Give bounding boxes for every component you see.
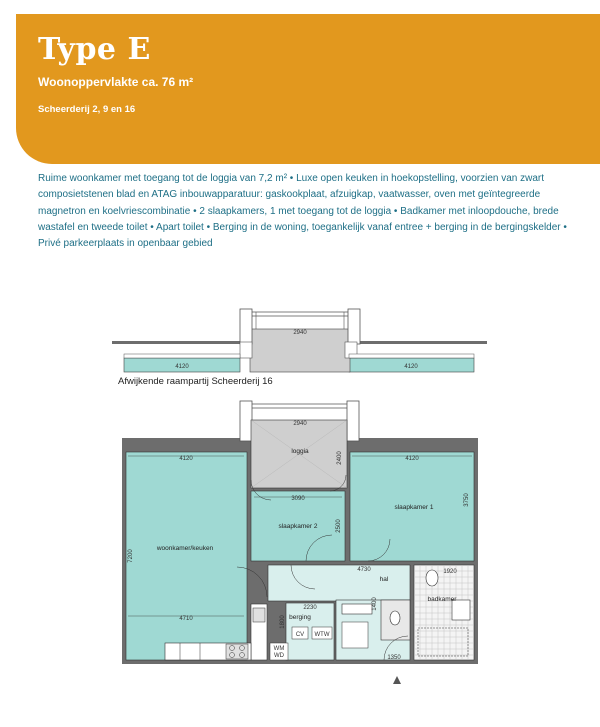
dim-variant-right: 4120 [404,364,418,370]
dim-berging-height: 1800 [280,615,286,629]
dim-woonkamer-height: 7200 [128,549,134,563]
dim-toilet-width: 1350 [387,655,401,661]
variant-caption: Afwijkende raampartij Scheerderij 16 [118,376,273,387]
label-wtw: WTW [314,632,330,638]
dim-variant-center: 2940 [293,330,307,336]
label-berging: berging [289,614,311,621]
dim-variant-left: 4120 [175,364,189,370]
label-slaapkamer-1: slaapkamer 1 [394,504,434,511]
label-wd: WD [274,653,284,659]
room-woonkamer [126,452,247,660]
dim-loggia-width: 2940 [293,421,307,427]
label-slaapkamer-2: slaapkamer 2 [278,523,318,530]
label-hal: hal [379,576,389,583]
label-wm: WM [273,646,285,652]
dim-badkamer-width: 1920 [443,569,457,575]
dim-woonkamer-top: 4120 [179,456,193,462]
dim-woonkamer-bottom: 4710 [179,616,193,622]
address: Scheerderij 2, 9 en 16 [38,104,136,115]
dim-slaapkamer2-width: 3090 [291,496,305,502]
variant-window-plan [112,309,487,372]
living-area: Woonoppervlakte ca. 76 m² [38,75,194,89]
main-floor-plan [122,401,478,684]
room-hal [268,565,410,601]
dim-toilet-height: 1400 [372,597,378,611]
label-cv: CV [295,632,305,638]
entrance-arrow [393,676,401,684]
dim-loggia-height: 2400 [337,451,343,465]
label-loggia: loggia [291,448,309,455]
label-woonkamer: woonkamer/keuken [156,545,214,552]
label-badkamer: badkamer [427,596,457,603]
dim-slaapkamer1-top: 4120 [405,456,419,462]
dim-slaapkamer2-height: 2500 [336,519,342,533]
dim-berging-width: 2230 [303,605,317,611]
page-title: Type E [38,32,151,67]
dim-hal-width: 4730 [357,567,371,573]
feature-list: Ruime woonkamer met toegang tot de loggia van 7,2 m² • Luxe open keuken in hoekopstelling, voorzien van zwart composietstenen blad en ATAG inbouwapparatuur: gaskookplaat, afzuigkap, vaatwasser, oven met geïntegreerde magnetron en koelvriescombinatie • 2 slaapkamers, 1 met toegang tot de loggia • Badkamer met inloopdouche, brede wastafel en tweede toilet • Apart toilet • Berging in de woning, toegankelijk vanaf entree + berging in de bergingskelder • Privé parkeerplaats in openbaar gebied [38,173,567,250]
dim-slaapkamer1-height: 3750 [464,493,470,507]
